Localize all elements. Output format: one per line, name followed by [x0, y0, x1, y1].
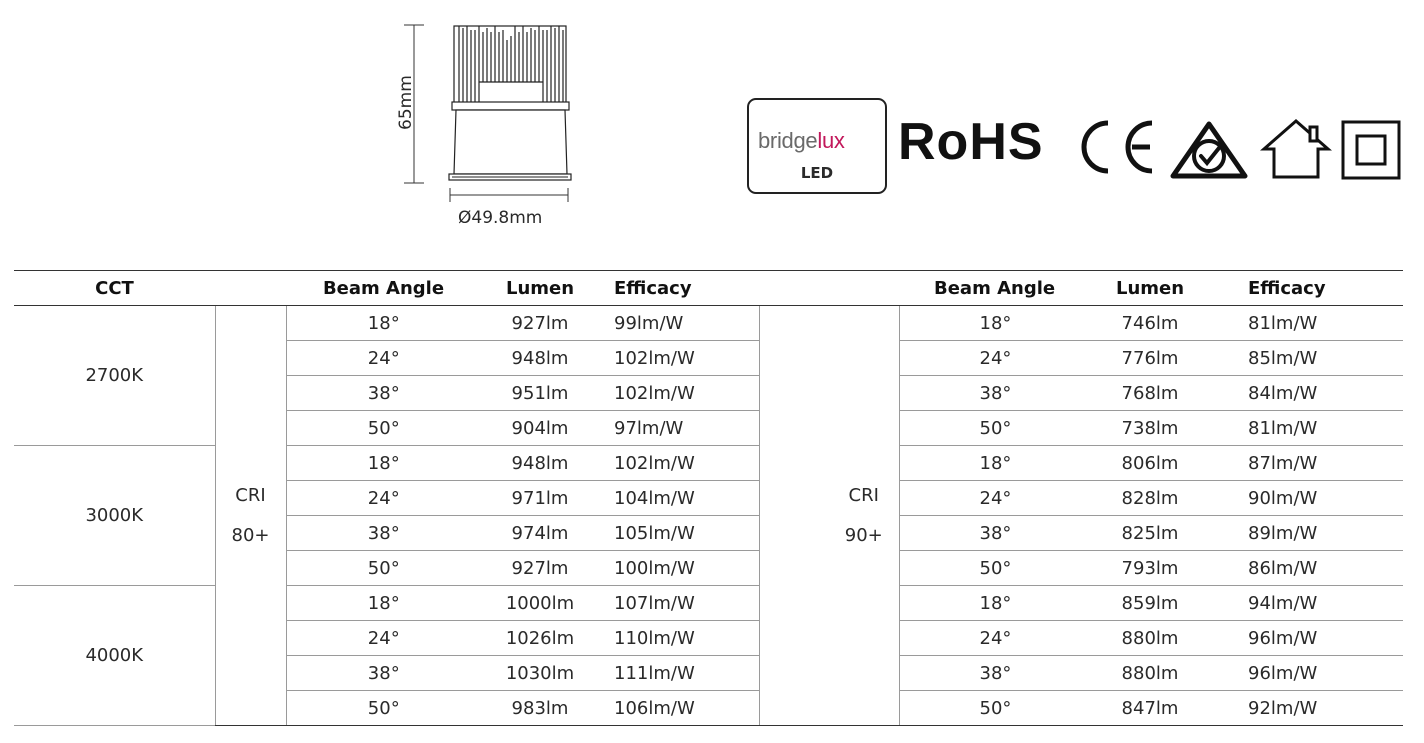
lumen-cri90: 793lm: [1089, 551, 1211, 586]
beam-angle-cri80: 24°: [286, 621, 481, 656]
beam-angle-cri90: 50°: [899, 691, 1089, 726]
cct-value: 3000K: [14, 446, 215, 586]
beam-angle-cri90: 24°: [899, 341, 1089, 376]
efficacy-cri80: 106lm/W: [599, 691, 759, 726]
beam-angle-cri80: 24°: [286, 481, 481, 516]
beam-angle-cri80: 24°: [286, 341, 481, 376]
lumen-cri90: 880lm: [1089, 656, 1211, 691]
cct-value: 4000K: [14, 586, 215, 726]
efficacy-cri90: 94lm/W: [1211, 586, 1403, 621]
header-lumen-cri80: Lumen: [481, 271, 599, 306]
beam-angle-cri90: 18°: [899, 446, 1089, 481]
beam-angle-cri90: 50°: [899, 551, 1089, 586]
lumen-cri90: 806lm: [1089, 446, 1211, 481]
beam-angle-cri80: 18°: [286, 446, 481, 481]
lumen-cri80: 983lm: [481, 691, 599, 726]
lumen-cri80: 927lm: [481, 306, 599, 341]
lumen-cri90: 880lm: [1089, 621, 1211, 656]
efficacy-cri90: 81lm/W: [1211, 306, 1403, 341]
lumen-cri90: 738lm: [1089, 411, 1211, 446]
beam-angle-cri80: 50°: [286, 411, 481, 446]
lumen-cri80: 1026lm: [481, 621, 599, 656]
cri-80-line1: CRI: [235, 484, 266, 506]
beam-angle-cri80: 18°: [286, 306, 481, 341]
lumen-cri90: 828lm: [1089, 481, 1211, 516]
lumen-cri80: 951lm: [481, 376, 599, 411]
lumen-cri80: 971lm: [481, 481, 599, 516]
bridgelux-brand: [758, 128, 845, 154]
beam-angle-cri90: 18°: [899, 306, 1089, 341]
efficacy-cri80: 111lm/W: [599, 656, 759, 691]
cct-value: 2700K: [14, 306, 215, 446]
cri-90-line1: CRI: [848, 484, 879, 506]
lumen-cri80: 974lm: [481, 516, 599, 551]
lumen-cri90: 847lm: [1089, 691, 1211, 726]
beam-angle-cri90: 24°: [899, 621, 1089, 656]
beam-angle-cri80: 38°: [286, 516, 481, 551]
header-cct: CCT: [14, 271, 215, 306]
diameter-dimension-label: Ø49.8mm: [458, 208, 543, 228]
efficacy-cri80: 110lm/W: [599, 621, 759, 656]
efficacy-cri80: 99lm/W: [599, 306, 759, 341]
header-efficacy-cri90: Efficacy: [1211, 271, 1403, 306]
cri-80-label: [215, 306, 286, 726]
lumen-cri90: 776lm: [1089, 341, 1211, 376]
rohs-mark: RoHS: [898, 113, 1044, 171]
efficacy-cri90: 90lm/W: [1211, 481, 1403, 516]
efficacy-cri80: 104lm/W: [599, 481, 759, 516]
bridgelux-brand-lux: lux: [817, 128, 845, 153]
lumen-cri80: 927lm: [481, 551, 599, 586]
beam-angle-cri80: 18°: [286, 586, 481, 621]
table-row: [14, 306, 1403, 341]
header-spacer: [829, 271, 899, 306]
cri-90-spacer: [759, 306, 829, 726]
efficacy-cri80: 107lm/W: [599, 586, 759, 621]
lumen-cri80: 904lm: [481, 411, 599, 446]
efficacy-cri90: 81lm/W: [1211, 411, 1403, 446]
header-lumen-cri90: Lumen: [1089, 271, 1211, 306]
lumen-cri80: 1000lm: [481, 586, 599, 621]
efficacy-cri80: 105lm/W: [599, 516, 759, 551]
cri-90-line2: 90+: [844, 524, 883, 546]
efficacy-cri90: 87lm/W: [1211, 446, 1403, 481]
beam-angle-cri80: 50°: [286, 551, 481, 586]
efficacy-cri80: 102lm/W: [599, 376, 759, 411]
header-spacer: [759, 271, 829, 306]
lumen-cri80: 948lm: [481, 446, 599, 481]
header-beam-angle-cri80: Beam Angle: [286, 271, 481, 306]
lumen-cri90: 768lm: [1089, 376, 1211, 411]
beam-angle-cri80: 38°: [286, 656, 481, 691]
lumen-cri80: 1030lm: [481, 656, 599, 691]
lumen-cri90: 746lm: [1089, 306, 1211, 341]
specification-table: [14, 270, 1403, 726]
beam-angle-cri90: 38°: [899, 656, 1089, 691]
efficacy-cri90: 86lm/W: [1211, 551, 1403, 586]
bridgelux-brand-part: bridge: [758, 128, 818, 153]
efficacy-cri90: 92lm/W: [1211, 691, 1403, 726]
efficacy-cri80: 102lm/W: [599, 446, 759, 481]
table-header-row: [14, 271, 1403, 306]
efficacy-cri90: 96lm/W: [1211, 621, 1403, 656]
header-beam-angle-cri90: Beam Angle: [899, 271, 1089, 306]
beam-angle-cri80: 50°: [286, 691, 481, 726]
bridgelux-led-label: LED: [800, 164, 834, 182]
height-dimension-label: 65mm: [396, 75, 416, 130]
ce-mark-icon: [1074, 117, 1158, 177]
class-ii-icon: [1340, 119, 1402, 181]
cri-90-label: [829, 306, 899, 726]
beam-angle-cri90: 38°: [899, 376, 1089, 411]
beam-angle-cri90: 38°: [899, 516, 1089, 551]
rcm-mark-icon: [1167, 118, 1251, 182]
beam-angle-cri90: 24°: [899, 481, 1089, 516]
indoor-use-icon: [1258, 117, 1334, 181]
efficacy-cri90: 84lm/W: [1211, 376, 1403, 411]
beam-angle-cri90: 18°: [899, 586, 1089, 621]
efficacy-cri80: 97lm/W: [599, 411, 759, 446]
lumen-cri90: 825lm: [1089, 516, 1211, 551]
efficacy-cri90: 85lm/W: [1211, 341, 1403, 376]
efficacy-cri90: 96lm/W: [1211, 656, 1403, 691]
lumen-cri90: 859lm: [1089, 586, 1211, 621]
header-spacer: [215, 271, 286, 306]
cri-80-line2: 80+: [231, 524, 270, 546]
beam-angle-cri80: 38°: [286, 376, 481, 411]
efficacy-cri80: 102lm/W: [599, 341, 759, 376]
header-efficacy-cri80: Efficacy: [599, 271, 759, 306]
efficacy-cri90: 89lm/W: [1211, 516, 1403, 551]
efficacy-cri80: 100lm/W: [599, 551, 759, 586]
bridgelux-led-logo: [747, 98, 887, 194]
beam-angle-cri90: 50°: [899, 411, 1089, 446]
lumen-cri80: 948lm: [481, 341, 599, 376]
